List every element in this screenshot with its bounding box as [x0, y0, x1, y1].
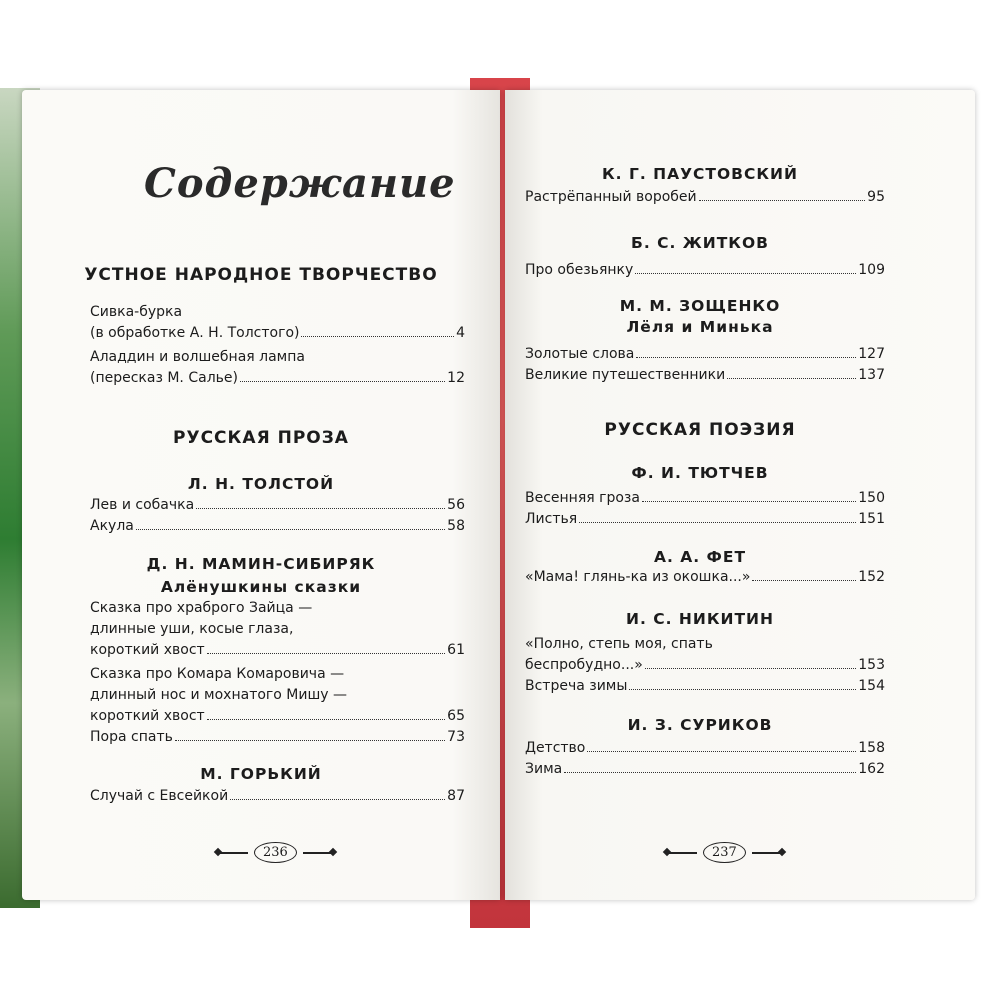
leader-dots: [207, 719, 445, 720]
open-book: [0, 78, 1000, 928]
leader-dots: [635, 273, 856, 274]
leader-dots: [629, 689, 856, 690]
section-heading: УСТНОЕ НАРОДНОЕ ТВОРЧЕСТВО: [84, 265, 438, 285]
entry-page: 56: [447, 497, 465, 513]
leader-dots: [587, 751, 856, 752]
toc-entry: [90, 598, 465, 661]
leader-dots: [240, 381, 445, 382]
subtitle-heading: Алёнушкины сказки: [160, 578, 362, 596]
toc-entry: [90, 495, 465, 537]
toc-entry: [525, 344, 885, 386]
entry-title: длинные уши, косые глаза,: [90, 621, 294, 637]
entry-title: Пора спать: [90, 729, 173, 745]
entry-page: 158: [858, 740, 885, 756]
leader-dots: [699, 200, 866, 201]
entry-page: 65: [447, 708, 465, 724]
entry-page: 61: [447, 642, 465, 658]
leader-dots: [579, 522, 856, 523]
entry-title: Встреча зимы: [525, 678, 628, 694]
leader-dots: [645, 668, 856, 669]
toc-entry: [525, 260, 885, 281]
entry-page: 109: [858, 262, 885, 278]
entry-page: 154: [858, 678, 885, 694]
author-heading: М. ГОРЬКИЙ: [200, 765, 322, 783]
entry-title: Детство: [525, 740, 586, 756]
entry-title: беспробудно...»: [525, 657, 643, 673]
page-number: 236: [254, 842, 297, 863]
leader-dots: [196, 508, 445, 509]
toc-entry: [90, 302, 465, 344]
leader-dots: [752, 580, 856, 581]
entry-title: Сказка про храброго Зайца —: [90, 600, 313, 616]
author-heading: Ф. И. ТЮТЧЕВ: [631, 464, 769, 482]
leader-dots: [301, 336, 454, 337]
entry-page: 73: [447, 729, 465, 745]
leader-dots: [642, 501, 856, 502]
author-heading: М. М. ЗОЩЕНКО: [619, 297, 781, 315]
entry-title: Сказка про Комара Комаровича —: [90, 666, 345, 682]
entry-title: короткий хвост: [90, 708, 205, 724]
entry-page: 58: [447, 518, 465, 534]
entry-title: Весенняя гроза: [525, 490, 640, 506]
toc-entry: [90, 664, 465, 748]
entry-title: Случай с Евсейкой: [90, 788, 229, 804]
ornament: [218, 852, 248, 854]
toc-entry: [525, 488, 885, 530]
section-heading: РУССКАЯ ПОЭЗИЯ: [604, 420, 796, 440]
entry-title: «Мама! глянь-ка из окошка...»: [525, 569, 751, 585]
right-page: [505, 90, 975, 900]
leader-dots: [136, 529, 445, 530]
entry-page: 137: [858, 367, 885, 383]
toc-entry: [525, 567, 885, 588]
leader-dots: [564, 772, 856, 773]
toc-title: Содержание: [144, 160, 456, 207]
entry-title: Листья: [525, 511, 578, 527]
entry-page: 87: [447, 788, 465, 804]
toc-entry: [90, 347, 465, 389]
ornament: [667, 852, 697, 854]
entry-title: Великие путешественники: [525, 367, 726, 383]
author-heading: И. С. НИКИТИН: [625, 610, 775, 628]
entry-title: короткий хвост: [90, 642, 205, 658]
entry-page: 4: [456, 325, 465, 341]
left-page: [22, 90, 500, 900]
page-number: 237: [703, 842, 746, 863]
subtitle-heading: Лёля и Минька: [626, 318, 774, 336]
entry-page: 151: [858, 511, 885, 527]
entry-page: 150: [858, 490, 885, 506]
leader-dots: [230, 799, 445, 800]
author-heading: Д. Н. МАМИН-СИБИРЯК: [146, 555, 376, 573]
leader-dots: [175, 740, 445, 741]
entry-title: (в обработке А. Н. Толстого): [90, 325, 300, 341]
entry-title: Акула: [90, 518, 134, 534]
entry-title: длинный нос и мохнатого Мишу —: [90, 687, 348, 703]
ornament: [752, 852, 782, 854]
entry-title: Зима: [525, 761, 563, 777]
entry-title: Растрёпанный воробей: [525, 189, 697, 205]
page-number-right: [667, 842, 782, 863]
toc-entry: [525, 738, 885, 780]
entry-page: 12: [447, 370, 465, 386]
entry-page: 152: [858, 569, 885, 585]
author-heading: Л. Н. ТОЛСТОЙ: [187, 475, 335, 493]
leader-dots: [727, 378, 856, 379]
entry-page: 95: [867, 189, 885, 205]
entry-page: 127: [858, 346, 885, 362]
toc-entry: [525, 187, 885, 208]
author-heading: А. А. ФЕТ: [653, 548, 747, 566]
entry-page: 162: [858, 761, 885, 777]
entry-title: (пересказ М. Салье): [90, 370, 238, 386]
ornament: [303, 852, 333, 854]
page-number-left: [218, 842, 333, 863]
entry-title: Лев и собачка: [90, 497, 195, 513]
author-heading: И. З. СУРИКОВ: [627, 716, 773, 734]
entry-title: Сивка-бурка: [90, 304, 183, 320]
author-heading: К. Г. ПАУСТОВСКИЙ: [602, 165, 798, 183]
toc-entry: [90, 786, 465, 807]
section-heading: РУССКАЯ ПРОЗА: [173, 428, 349, 448]
leader-dots: [207, 653, 445, 654]
toc-entry: [525, 634, 885, 697]
entry-title: «Полно, степь моя, спать: [525, 636, 713, 652]
entry-title: Аладдин и волшебная лампа: [90, 349, 305, 365]
leader-dots: [636, 357, 856, 358]
author-heading: Б. С. ЖИТКОВ: [631, 234, 769, 252]
entry-title: Золотые слова: [525, 346, 635, 362]
entry-title: Про обезьянку: [525, 262, 634, 278]
entry-page: 153: [858, 657, 885, 673]
